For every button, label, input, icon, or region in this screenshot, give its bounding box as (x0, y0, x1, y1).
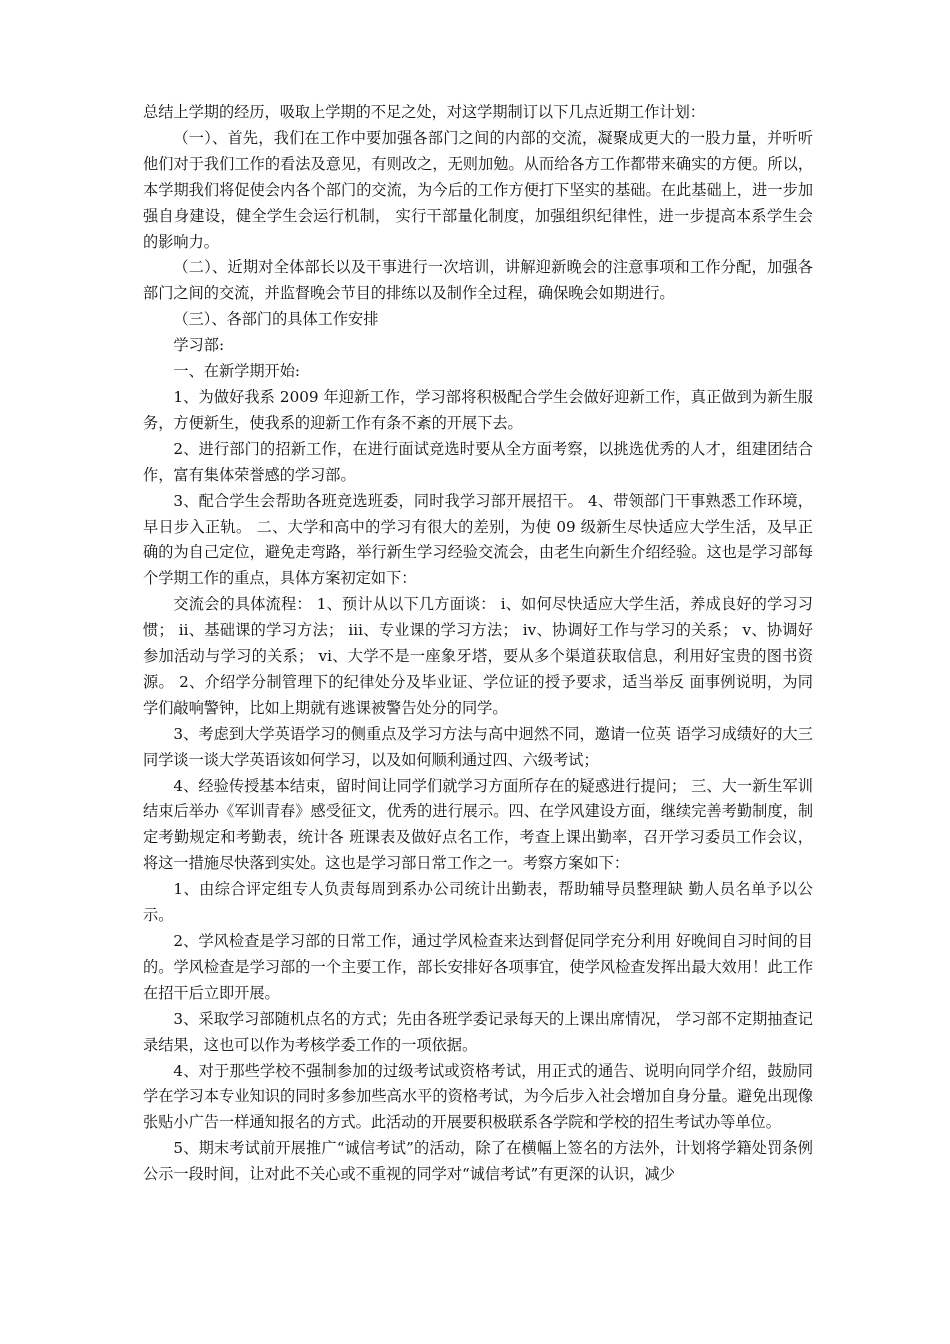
qa-paragraph: 4、经验传授基本结束，留时间让同学们就学习方面所存在的疑惑进行提问； 三、大一新生军训结束后举办《军训青春》感受征文，优秀的进行展示。四、在学风建设方面，继续完善考勤制度，制定考勤规定和考勤表，统计各 班课表及做好点名工作，考查上课出勤率，召开学习委员工作会议，将这一措施尽快落到实处。这也是学习部日常工作之一。考察方案如下： (143, 776, 813, 873)
study-dept-heading: 学习部: (173, 336, 225, 355)
section-3-heading: （三）、各部门的具体工作安排 (173, 310, 379, 329)
intro-paragraph: 总结上学期的经历，吸取上学期的不足之处，对这学期制订以下几点近期工作计划： (143, 103, 705, 121)
section-1-paragraph: （一）、首先，我们在工作中要加强各部门之间的内部的交流，凝聚成更大的一股力量，并听听他们对于我们工作的看法及意见，有则改之，无则加勉。从而给各方工作都带来确实的方便。所以，本学期我们将促使会内各个部门的交流，为今后的工作方便打下坚实的基础。在此基础上，进一步加强自身建设，健全学生会运行机制， 实行干部量化制度，加强组织纪律性，进一步提高本系学生会的影响力。 (143, 128, 813, 251)
section-2-paragraph: （二）、近期对全体部长以及干事进行一次培训，讲解迎新晚会的注意事项和工作分配，加强各部门之间的交流，并监督晚会节目的排练以及制作全过程，确保晚会如期进行。 (143, 258, 813, 303)
study-check-paragraph: 2、学风检查是学习部的日常工作，通过学风检查来达到督促同学充分利用 好晚间自习时间的目的。学风检查是学习部的一个主要工作，部长安排好各项事宜，使学风检查发挥出最大效用！此工作在招干后立即开展。 (143, 932, 813, 1002)
document-body (143, 100, 813, 1188)
roll-call-paragraph: 3、采取学习部随机点名的方式；先由各班学委记录每天的上课出席情况， 学习部不定期抽查记录结果，这也可以作为考核学委工作的一项依据。 (143, 1009, 813, 1054)
english-study-paragraph: 3、考虑到大学英语学习的侧重点及学习方法与高中迥然不同，邀请一位英 语学习成绩好的大三同学谈一谈大学英语该如何学习，以及如何顺利通过四、六级考试； (143, 724, 813, 769)
item-class-committee-paragraph: 3、配合学生会帮助各班竞选班委，同时我学习部开展招干。 4、带领部门干事熟悉工作环境，早日步入正轨。 二、大学和高中的学习有很大的差别，为使 09 级新生尽快适应大学生活，及早正确的为自己定位，避免走弯路，举行新生学习经验交流会，由老生向新生介绍经验。这也是学习部每个学期工作的重点，具体方案初定如下： (143, 491, 813, 588)
honest-exam-paragraph: 5、期末考试前开展推广“诚信考试”的活动，除了在横幅上签名的方法外，计划将学籍处罚条例公示一段时间，让对此不关心或不重视的同学对“诚信考试”有更深的认识，减少 (143, 1139, 813, 1184)
exchange-process-paragraph: 交流会的具体流程： 1、预计从以下几方面谈： ⅰ、如何尽快适应大学生活，养成良好的学习习惯； ⅱ、基础课的学习方法； ⅲ、专业课的学习方法； ⅳ、协调好工作与学习的关系； ⅴ、协调好参加活动与学习的关系； ⅵ、大学不是一座象牙塔，要从多个渠道获取信息，利用好宝贵的图书资源。 2、介绍学分制管理下的纪律处分及毕业证、学位证的授予要求，适当举反 面事例说明，为同学们敲响警钟，比如上期就有逃课被警告处分的同学。 (143, 595, 813, 717)
item-recruit-paragraph: 2、进行部门的招新工作，在进行面试竞选时要从全方面考察，以挑选优秀的人才，组建团结合作，富有集体荣誉感的学习部。 (143, 439, 813, 484)
attendance-paragraph: 1、由综合评定组专人负责每周到系办公司统计出勤表，帮助辅导员整理缺 勤人员名单予以公示。 (143, 880, 813, 925)
exam-notice-paragraph: 4、对于那些学校不强制参加的过级考试或资格考试，用正式的通告、说明向同学介绍，鼓励同学在学习本专业知识的同时多参加些高水平的资格考试，为今后步入社会增加自身分量。避免出现像张贴小广告一样通知报名的方式。此活动的开展要积极联系各学院和学校的招生考试办等单位。 (143, 1061, 813, 1132)
new-semester-heading: 一、在新学期开始: (173, 362, 301, 381)
item-welcome-paragraph: 1、为做好我系 2009 年迎新工作，学习部将积极配合学生会做好迎新工作，真正做到为新生服务，方便新生，使我系的迎新工作有条不紊的开展下去。 (143, 387, 813, 432)
